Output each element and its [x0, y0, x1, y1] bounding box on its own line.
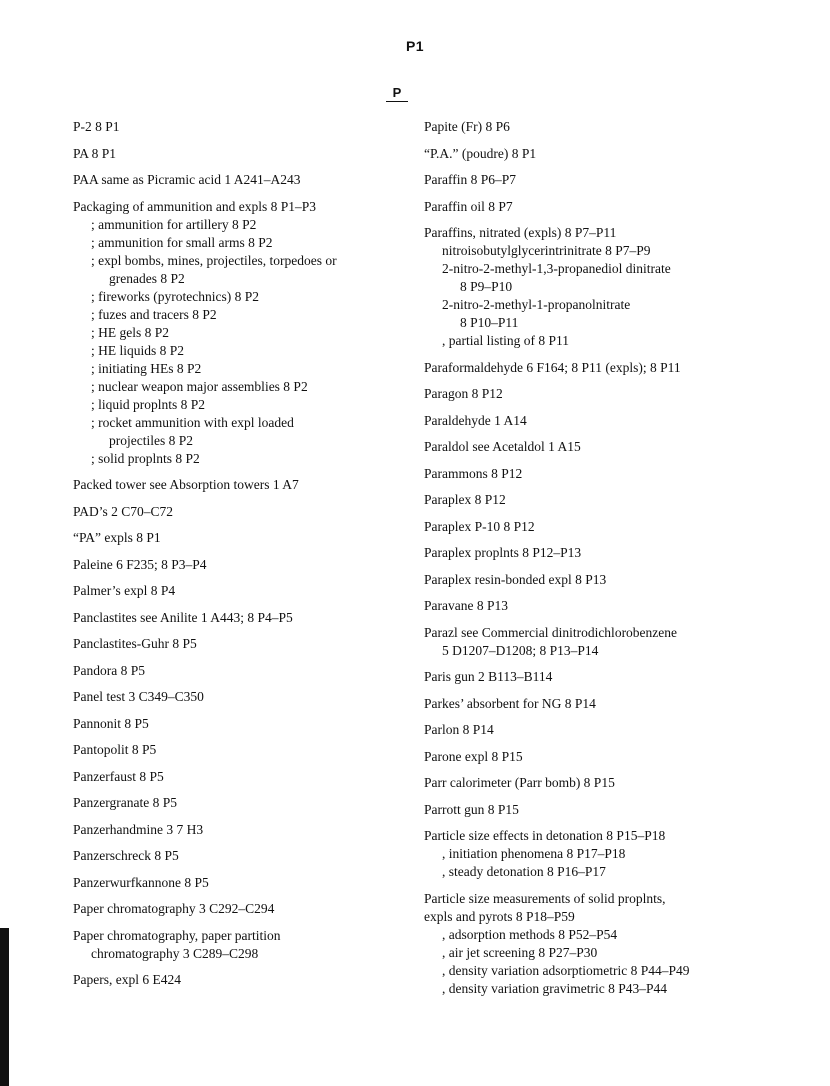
index-entry [73, 609, 403, 627]
index-subentry: 5 D1207–D1208; 8 P13–P14 [442, 642, 599, 658]
index-entry [424, 224, 814, 350]
index-subentry: ; solid proplnts 8 P2 [91, 450, 200, 466]
index-subentry: projectiles 8 P2 [109, 432, 193, 448]
page-label: P1 [405, 38, 425, 54]
index-subentry: , adsorption methods 8 P52–P54 [442, 926, 618, 942]
index-subentry: ; nuclear weapon major assemblies 8 P2 [91, 378, 308, 394]
index-entry-heading: Paraffin 8 P6–P7 [424, 172, 517, 187]
index-subentry: ; HE liquids 8 P2 [91, 342, 185, 358]
index-entry [424, 624, 814, 660]
index-entry-heading: Paris gun 2 B113–B114 [424, 669, 553, 684]
index-entry [424, 198, 814, 216]
index-entry [424, 827, 814, 881]
index-entry [73, 688, 403, 706]
index-entry-heading: Papers, expl 6 E424 [73, 972, 181, 987]
index-entry [424, 721, 814, 739]
index-entry-heading: Panzergranate 8 P5 [73, 795, 177, 810]
index-entry-heading: Paraplex resin-bonded expl 8 P13 [424, 571, 607, 587]
index-entry-heading: “PA” expls 8 P1 [73, 530, 161, 545]
index-subentry: ; fuzes and tracers 8 P2 [91, 306, 217, 322]
index-subentry: ; HE gels 8 P2 [91, 324, 170, 340]
index-subentry: , initiation phenomena 8 P17–P18 [442, 846, 626, 861]
index-entry [73, 927, 403, 963]
index-entry [73, 529, 403, 547]
index-entry [424, 597, 814, 615]
index-entry-heading: Palmer’s expl 8 P4 [73, 583, 176, 598]
index-entry-continuation: expls and pyrots 8 P18–P59 [424, 908, 575, 924]
index-entry-heading: Parr calorimeter (Parr bomb) 8 P15 [424, 775, 615, 790]
index-entry-heading: Pandora 8 P5 [73, 662, 145, 678]
index-entry-heading: Paraldol see Acetaldol 1 A15 [424, 439, 581, 454]
index-entry [424, 118, 814, 136]
index-entry [73, 741, 403, 759]
index-entry-heading: Paragon 8 P12 [424, 386, 503, 401]
index-entry [73, 971, 403, 989]
index-entry [424, 748, 814, 766]
index-entry-heading: Panzerhandmine 3 7 H3 [73, 821, 204, 837]
index-subentry: , air jet screening 8 P27–P30 [442, 944, 598, 960]
index-entry-heading: Papite (Fr) 8 P6 [424, 119, 510, 134]
index-subentry: grenades 8 P2 [109, 270, 185, 286]
index-entry [73, 662, 403, 680]
index-entry-heading: Panzerwurfkannone 8 P5 [73, 874, 209, 890]
index-entry-heading: Panclastites see Anilite 1 A443; 8 P4–P5 [73, 609, 293, 625]
index-entry [424, 145, 814, 163]
index-entry [424, 668, 814, 686]
index-entry [424, 801, 814, 819]
index-entry [424, 774, 814, 792]
index-entry-heading: Particle size effects in detonation 8 P15–P18 [424, 828, 666, 843]
index-entry-heading: Paraldehyde 1 A14 [424, 412, 527, 428]
index-subentry: , density variation adsorptiometric 8 P44–P49 [442, 962, 690, 978]
index-entry-heading: Parrott gun 8 P15 [424, 801, 519, 817]
index-entry-heading: Paper chromatography, paper partition [73, 927, 281, 943]
index-subentry: ; rocket ammunition with expl loaded [91, 414, 294, 430]
index-entry [73, 847, 403, 865]
index-entry-heading: PA 8 P1 [73, 145, 117, 161]
index-entry [424, 359, 814, 377]
index-subentry: chromatography 3 C289–C298 [91, 945, 259, 961]
index-entry-heading: PAA same as Picramic acid 1 A241–A243 [73, 172, 301, 187]
index-entry-heading: Paraplex proplnts 8 P12–P13 [424, 545, 582, 560]
index-entry [424, 890, 814, 998]
index-entry [73, 118, 403, 136]
index-entry-heading: Parammons 8 P12 [424, 465, 523, 481]
scan-edge-bar [0, 928, 9, 1086]
index-entry [424, 171, 814, 189]
index-entry [73, 900, 403, 918]
index-entry-heading: PAD’s 2 C70–C72 [73, 503, 174, 519]
index-entry-heading: Parazl see Commercial dinitrodichlorobenzene [424, 624, 678, 640]
index-entry [73, 635, 403, 653]
index-entry [73, 715, 403, 733]
index-subentry: ; expl bombs, mines, projectiles, torpedoes or [91, 252, 337, 268]
index-subentry: ; ammunition for small arms 8 P2 [91, 234, 273, 250]
index-entry [73, 874, 403, 892]
index-entry [73, 145, 403, 163]
index-entry-heading: Paper chromatography 3 C292–C294 [73, 901, 275, 916]
index-entry-heading: Paravane 8 P13 [424, 598, 508, 613]
index-subentry: ; initiating HEs 8 P2 [91, 360, 202, 376]
index-entry [73, 171, 403, 189]
index-entry [424, 544, 814, 562]
index-entry [73, 556, 403, 574]
index-column-left [73, 118, 403, 998]
index-subentry: ; fireworks (pyrotechnics) 8 P2 [91, 288, 259, 304]
index-entry-heading: Panel test 3 C349–C350 [73, 689, 204, 704]
index-entry [73, 821, 403, 839]
index-entry-heading: Paraffin oil 8 P7 [424, 198, 513, 214]
index-entry [424, 571, 814, 589]
index-entry-heading: Paraffins, nitrated (expls) 8 P7–P11 [424, 225, 617, 240]
index-entry-heading: Particle size measurements of solid proplnts, [424, 890, 666, 906]
index-entry-heading: Parone expl 8 P15 [424, 748, 523, 764]
index-subentry: 8 P9–P10 [460, 279, 513, 294]
index-entry-heading: Panclastites-Guhr 8 P5 [73, 636, 197, 651]
index-entry [424, 518, 814, 536]
index-entry [424, 491, 814, 509]
index-subentry: , partial listing of 8 P11 [442, 333, 569, 348]
index-entry [73, 794, 403, 812]
index-entry [73, 768, 403, 786]
index-entry-heading: Paleine 6 F235; 8 P3–P4 [73, 556, 207, 572]
index-entry [424, 465, 814, 483]
index-entry-heading: Packaging of ammunition and expls 8 P1–P3 [73, 198, 316, 214]
index-entry-heading: Paraformaldehyde 6 F164; 8 P11 (expls); 8 P11 [424, 359, 681, 375]
index-entry [424, 438, 814, 456]
index-entry-heading: Parkes’ absorbent for NG 8 P14 [424, 695, 596, 711]
index-subentry: ; ammunition for artillery 8 P2 [91, 216, 257, 232]
index-column-right [424, 118, 814, 1006]
index-entry-heading: Paraplex P-10 8 P12 [424, 518, 535, 534]
index-entry [73, 476, 403, 494]
index-subentry: nitroisobutylglycerintrinitrate 8 P7–P9 [442, 243, 651, 258]
index-entry [424, 412, 814, 430]
index-subentry: 2-nitro-2-methyl-1,3-propanediol dinitrate [442, 261, 671, 276]
index-subentry: , density variation gravimetric 8 P43–P44 [442, 980, 667, 996]
index-entry [424, 695, 814, 713]
index-subentry: ; liquid proplnts 8 P2 [91, 396, 206, 412]
index-entry-heading: Packed tower see Absorption towers 1 A7 [73, 477, 299, 492]
index-entry-heading: “P.A.” (poudre) 8 P1 [424, 145, 537, 161]
index-entry [424, 385, 814, 403]
index-entry [73, 198, 403, 468]
index-entry-heading: Panzerfaust 8 P5 [73, 768, 164, 784]
index-entry-heading: P-2 8 P1 [73, 119, 120, 134]
index-entry-heading: Pannonit 8 P5 [73, 715, 149, 731]
index-entry [73, 582, 403, 600]
index-entry-heading: Paraplex 8 P12 [424, 492, 506, 507]
index-entry [73, 503, 403, 521]
index-subentry: , steady detonation 8 P16–P17 [442, 864, 606, 879]
section-letter: P [386, 85, 408, 102]
index-entry-heading: Panzerschreck 8 P5 [73, 848, 179, 863]
index-entry-heading: Pantopolit 8 P5 [73, 742, 157, 757]
index-subentry: 2-nitro-2-methyl-1-propanolnitrate [442, 297, 631, 312]
index-subentry: 8 P10–P11 [460, 315, 519, 330]
index-entry-heading: Parlon 8 P14 [424, 722, 494, 737]
